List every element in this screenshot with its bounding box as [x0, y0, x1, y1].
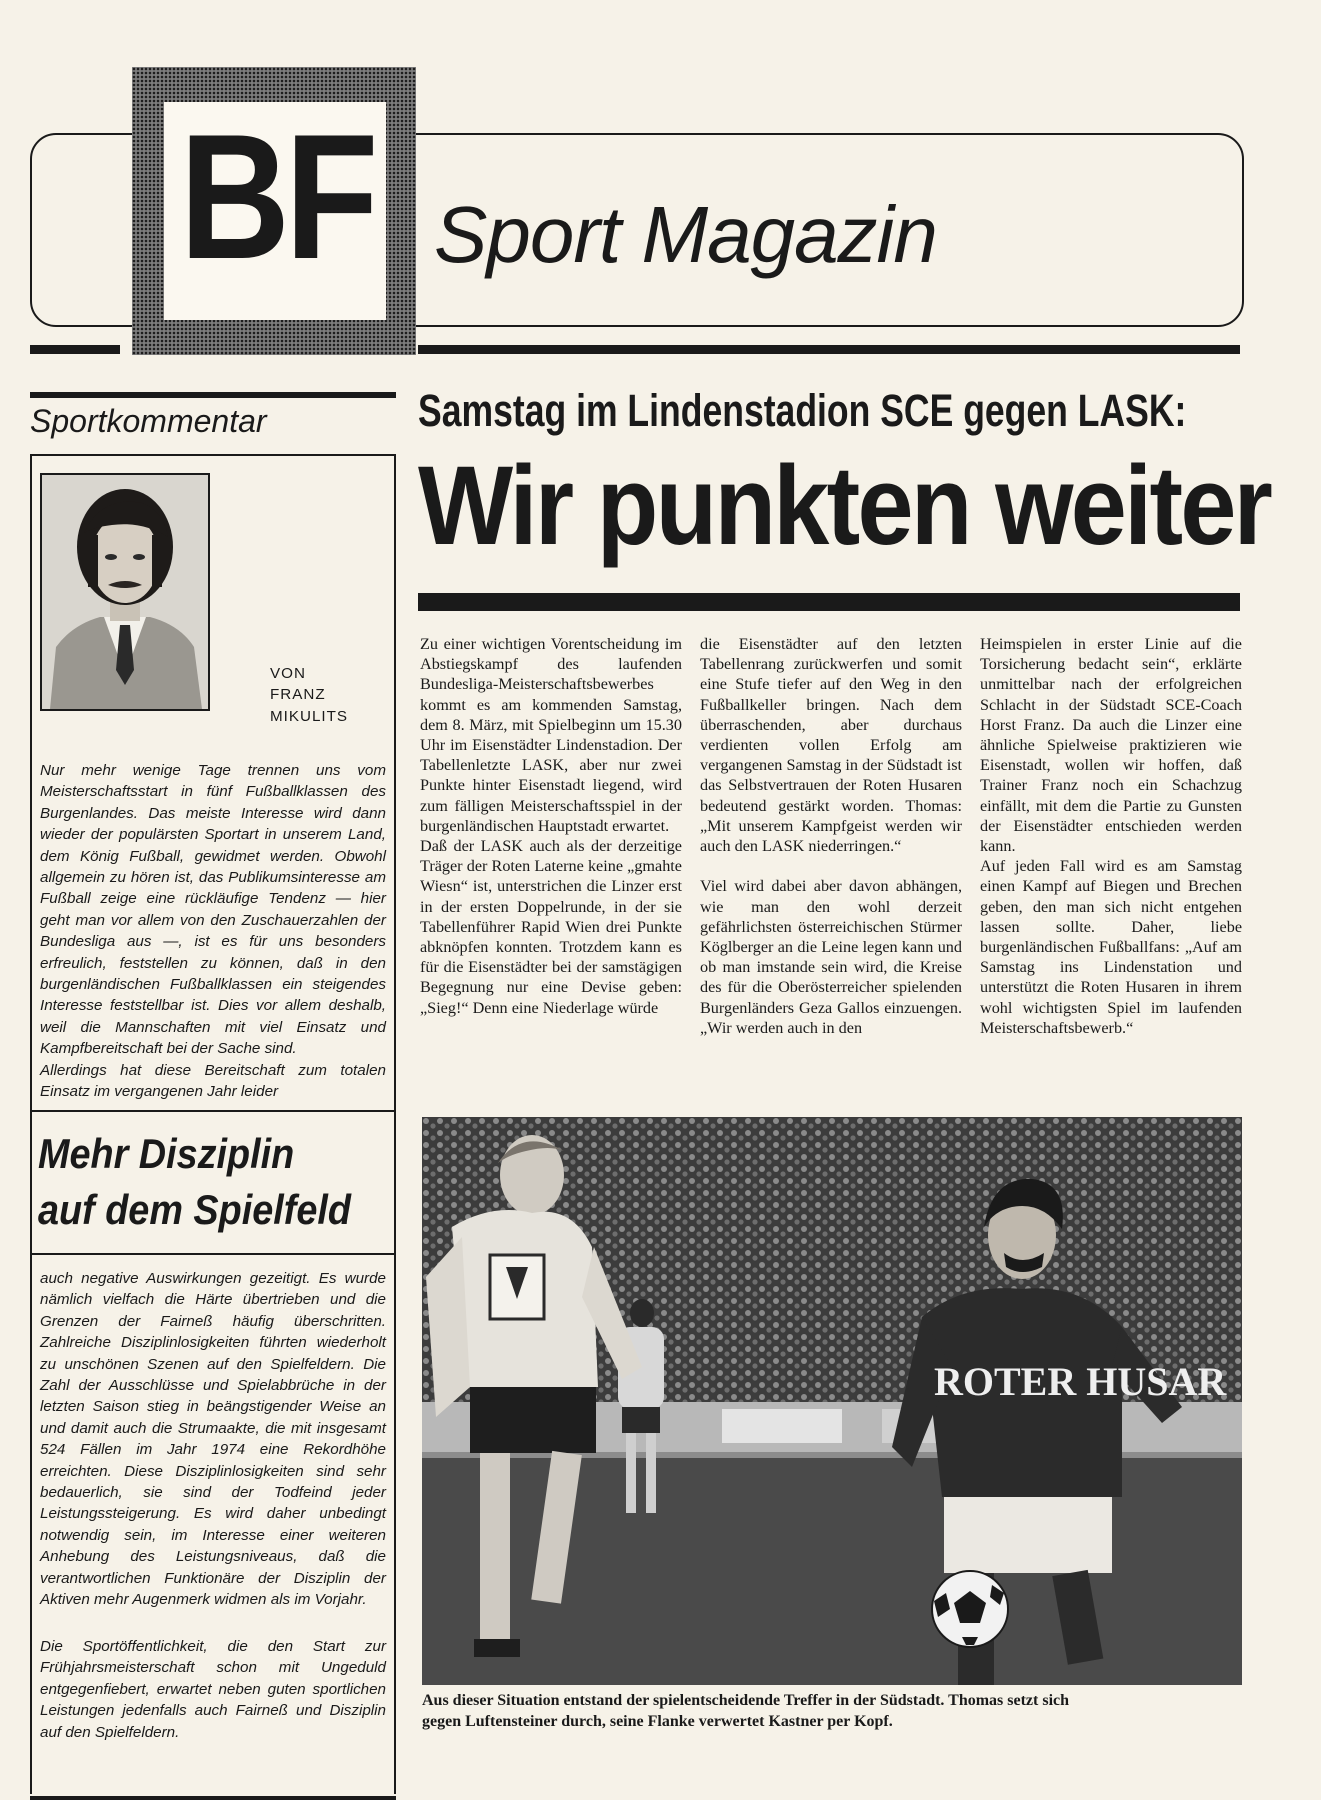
article-kicker: Samstag im Lindenstadion SCE gegen LASK: — [418, 385, 1187, 436]
masthead-rule-left — [30, 345, 120, 354]
headline-bar — [418, 593, 1240, 611]
match-photo-image — [422, 1117, 1242, 1685]
jersey-text: ROTER HUSAR — [934, 1359, 1227, 1404]
article-column-3: Heimspielen in erster Linie auf die Torsicherung bedacht sein“, erklärte unmittelbar nach der erfolgreichen Schlacht in der Südstadt SCE-Coach Horst Franz. Da auch die Linzer eine ähnliche Spielweise praktizieren wie Eisenstadt, wollen wir hoffen, daß Trainer Franz noch ein Schachzug einfällt, mit dem die Partie zu Gunsten der Eisenstädter entschieden werden kann. Auf jeden Fall wird es am Samstag einen Kampf auf Biegen und Brechen geben, den man sich nicht entgehen lassen sollte. Daher, liebe burgenländischen Fußballfans: „Auf am Samstag ins Lindenstation und unterstützt die Roten Husaren in ihrem wohl wichtigsten Spiel im laufenden Meisterschaftsbewerb.“ — [980, 635, 1242, 1037]
match-photo — [422, 1117, 1242, 1685]
logo: BF — [179, 97, 374, 296]
sidebar-divider-middle — [30, 1110, 396, 1112]
author-byline: VON FRANZ MIKULITS — [270, 665, 349, 725]
magazine-title: Sport Magazin — [434, 190, 937, 279]
photo-caption: Aus dieser Situation entstand der spielentscheidende Treffer in der Südstadt. Thomas setzt sich gegen Luftensteiner durch, seine Flanke verwertet Kastner per Kopf. — [422, 1692, 1070, 1730]
article-column-2: die Eisenstädter auf den letzten Tabellenrang zurückwerfen und somit eine Stufe tiefer auf den Weg in den Fußballkeller bringen. Nach dem überraschenden, aber durchaus verdienten vollen Erfolg am vergangenen Samstag in der Südstadt ist das Selbstvertrauen der Roten Husaren bedeutend gestärkt worden. Thomas: „Mit unserem Kampfgeist werden wir auch den LASK niederringen.“ Viel wird dabei aber davon abhängen, wie man den wohl derzeit gefährlichsten österreichischen Stürmer Köglberger an die Leine legen kann und ob man imstande sein wird, die Kreise des für die Oberösterreicher spielenden Burgenländers Geza Gallos einzuengen. „Wir werden auch in den — [700, 635, 962, 1037]
comment-paragraph-1: Nur mehr wenige Tage trennen uns vom Meisterschaftsstart in fünf Fußballklassen des Burgenlandes. Das meiste Interesse wird dann wieder der populärsten Sportart in unserem Land, dem König Fußball, gewidmet werden. Obwohl allgemein zu hören ist, das Publikumsinteresse am Fußball zeige eine rückläufige Tendenz — hier geht man vor allem von den Zuschauerzahlen der Bundesliga aus —, ist es für uns besonders erfreulich, feststellen zu können, daß in den burgenländischen Fußballklassen ein steigendes Interesse feststellbar ist. Dies vor allem deshalb, weil die Mannschaften mit viel Einsatz und Kampfbereitschaft bei der Sache sind. Allerdings hat diese Bereitschaft zum totalen Einsatz im vergangenen Jahr leider — [40, 762, 386, 1101]
sidebar-bottom-rule — [30, 1796, 396, 1800]
comment-paragraph-2: auch negative Auswirkungen gezeitigt. Es wurde nämlich vielfach die Härte übertrieben und die Grenzen der Fairneß häufig überschritten. Zahlreiche Disziplinlosigkeiten führten wiederholt zu unschönen Szenen auf den Spielfeldern. Die Zahl der Ausschlüsse und Spielabbrüche in der letzten Saison stieg in beängstigender Weise an und damit auch die Strumaakte, die mit insgesamt 524 Fällen im Jahr 1974 eine Rekordhöhe erreichten. Diese Disziplinlosigkeiten sind sehr bedauerlich, sie sind der Todfeind jeder Leistungssteigerung. Es wird daher unbedingt notwendig sein, im Interesse einer weiteren Anhebung des Leistungsniveaus, daß die verantwortlichen Funktionäre der Disziplin der Aktiven mehr Augenmerk widmen als im Vorjahr. — [40, 1270, 386, 1609]
article-column-1: Zu einer wichtigen Vorentscheidung im Abstiegskampf des laufenden Bundesliga-Meisterschaftsbewerbes kommt es am kommenden Samstag, dem 8. März, mit Spielbeginn um 15.30 Uhr im Eisenstädter Lindenstadion. Der Tabellenletzte LASK, aber nur zwei Punkte hinter Eisenstadt liegend, wird zum fälligen Meisterschaftsspiel in der burgenländischen Hauptstadt erwartet. Daß der LASK auch als der derzeitige Träger der Roten Laterne keine „gmahte Wiesn“ ist, unterstrichen die Linzer erst in der ersten Doppelrunde, in der sie Tabellenführer Rapid Wien drei Punkte abknöpfen konnten. Trotzdem kann es für die Eisenstädter bei der samstägigen Begegnung nur eine Devise geben: „Sieg!“ Denn eine Niederlage würde — [420, 635, 682, 1017]
sidebar-top-rule — [30, 392, 396, 398]
comment-headline: Mehr Disziplin auf dem Spielfeld — [38, 1130, 351, 1233]
sidebar-label: Sportkommentar — [30, 403, 267, 439]
portrait-image — [42, 475, 208, 709]
author-portrait — [40, 473, 210, 711]
masthead-rule-right — [418, 345, 1240, 354]
article-headline: Wir punkten weiter — [418, 443, 1271, 568]
comment-paragraph-3: Die Sportöffentlichkeit, die den Start zur Frühjahrsmeisterschaft schon mit Ungeduld entgegenfiebert, erwartet neben guten sportlichen Leistungen jedenfalls auch Fairneß und Disziplin auf den Spielfeldern. — [40, 1638, 386, 1741]
sidebar-divider-lower — [30, 1253, 396, 1255]
